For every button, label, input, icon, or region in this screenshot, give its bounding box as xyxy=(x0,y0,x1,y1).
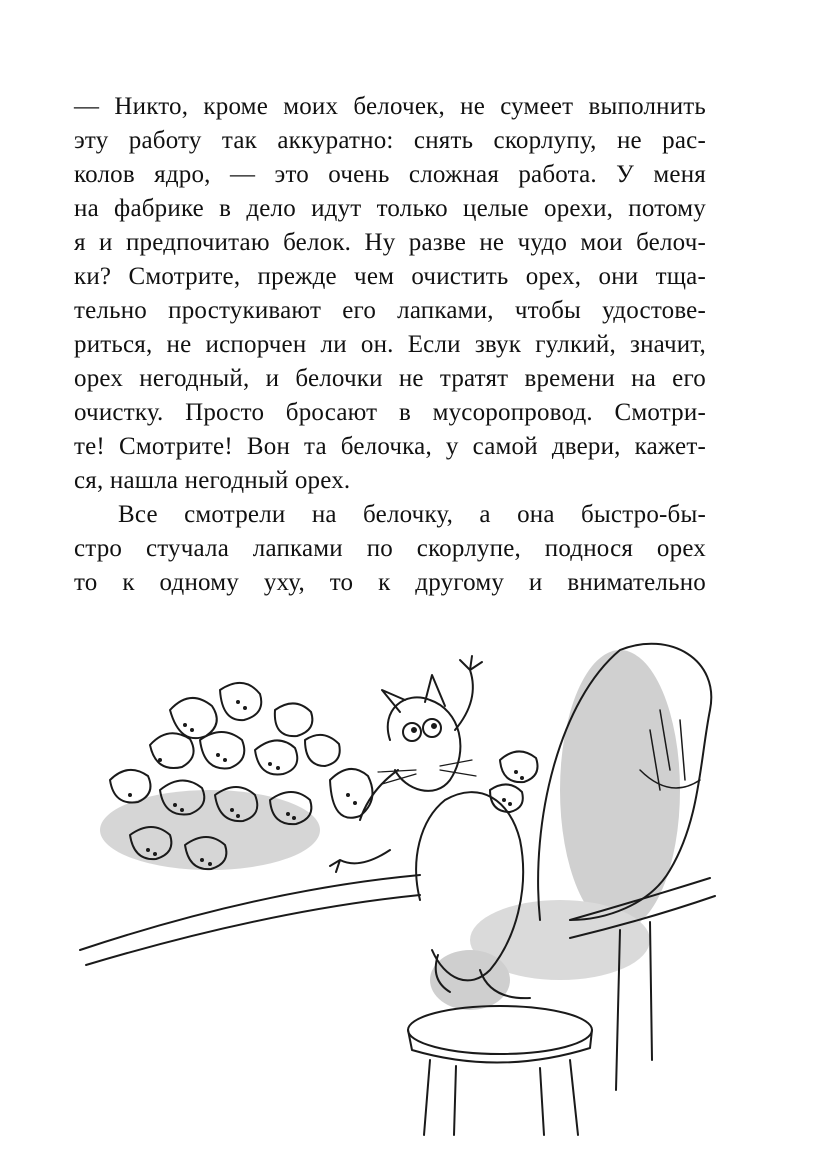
text-line: — Никто, кроме моих белочек, не сумеет выполнить xyxy=(74,93,706,120)
text-line: риться, не испорчен ли он. Если звук гулкий, значит, xyxy=(74,331,706,358)
text-line: я и предпочитаю белок. Ну разве не чудо мои белоч- xyxy=(74,229,706,256)
text-line: стро стучала лапками по скорлупе, поднося орех xyxy=(74,535,706,562)
text-line: эту работу так аккуратно: снять скорлупу, не рас- xyxy=(74,127,706,154)
ink-wash-shading xyxy=(100,650,680,1010)
nut-held xyxy=(330,769,373,818)
paragraph-1 xyxy=(74,90,706,498)
body-text xyxy=(74,90,706,600)
squirrel-illustration xyxy=(60,620,760,1140)
text-line: ки? Смотрите, прежде чем очистить орех, они тща- xyxy=(74,263,706,290)
text-line: тельно простукивают его лапками, чтобы удостове- xyxy=(74,297,706,324)
text-line: колов ядро, — это очень сложная работа. У меня xyxy=(74,161,706,188)
text-line: то к одному уху, то к другому и внимательно xyxy=(74,569,706,596)
text-line: на фабрике в дело идут только целые орехи, потому xyxy=(74,195,706,222)
paragraph-2 xyxy=(74,498,706,600)
text-line: ся, нашла негодный орех. xyxy=(74,467,351,494)
text-line: те! Смотрите! Вон та белочка, у самой двери, кажет- xyxy=(74,433,706,460)
stool xyxy=(408,1006,592,1135)
text-line: Все смотрели на белочку, а она быстро-бы- xyxy=(118,501,706,528)
text-line: орех негодный, и белочки не тратят времени на его xyxy=(74,365,706,392)
text-line: очистку. Просто бросают в мусоропровод. Смотри- xyxy=(74,399,706,426)
